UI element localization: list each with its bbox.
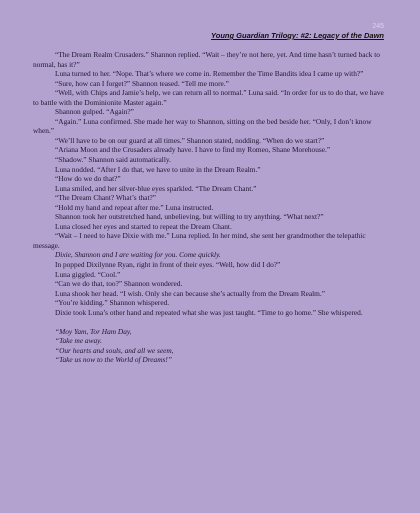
paragraph: In popped Dixilynne Ryan, right in front of their eyes. “Well, how did I do?” <box>55 260 281 270</box>
paragraph: “Shadow.” Shannon said automatically. <box>55 155 171 165</box>
running-header: Young Guardian Trilogy: #2: Legacy of the Dawn <box>211 31 384 40</box>
paragraph: “We’ll have to be on our guard at all times.” Shannon stated, nodding. “When do we start?” <box>55 135 325 145</box>
poem-line: “Take me away. <box>55 336 102 346</box>
dream-chant-poem <box>33 327 385 365</box>
paragraph: Luna turned to her. “Nope. That’s where we come in. Remember the Time Bandits idea I came up with?” <box>55 69 364 79</box>
body-text <box>33 50 385 365</box>
paragraph: “Ariana Moon and the Crusaders already have. I have to find my Romeo, Shane Morehouse.” <box>55 145 331 155</box>
paragraph: “Well, with Chips and Jamie’s help, we can return all to normal.” Luna said. “In order for us to do that, we have to battle with the Dominionite Master again.” <box>33 88 384 107</box>
paragraph: Luna nodded. “After I do that, we have to unite in the Dream Realm.” <box>55 164 261 174</box>
poem-line: “Take us now to the World of Dreams!” <box>55 355 172 365</box>
paragraph: Dixie took Luna’s other hand and repeated what she was just taught. “Time to go home.” She whispered. <box>55 307 363 317</box>
paragraph: Shannon took her outstretched hand, unbelieving, but willing to try anything. “What next?” <box>55 212 324 222</box>
paragraph: “Again.” Luna confirmed. She made her way to Shannon, sitting on the bed beside her. “Only, I don’t know when.” <box>33 116 372 136</box>
poem-line: “Our hearts and souls, and all we seem, <box>55 345 174 355</box>
paragraph: Luna shook her head. “I wish. Only she can because she’s actually from the Dream Realm.” <box>55 288 325 298</box>
paragraph: Luna giggled. “Cool.” <box>55 269 121 279</box>
paragraph: “Can we do that, too?” Shannon wondered. <box>55 279 183 289</box>
telepathic-message: Dixie, Shannon and I are waiting for you. Come quickly. <box>55 250 221 260</box>
paragraph: Luna smiled, and her silver-blue eyes sparkled. “The Dream Chant.” <box>55 183 257 193</box>
poem-line: “Moy Yam, Tor Ham Day, <box>55 326 132 336</box>
paragraph: Shannon gulped. “Again?” <box>55 107 134 117</box>
page-number: 245 <box>372 23 384 30</box>
paragraph: “Hold my hand and repeat after me.” Luna instructed. <box>55 202 214 212</box>
paragraph: “Wait – I need to have Dixie with me.” Luna replied. In her mind, she sent her grandmother the telepathic message. <box>33 231 366 250</box>
paragraph: “How do we do that?” <box>55 174 121 184</box>
paragraph: “You’re kidding.” Shannon whispered. <box>55 298 170 308</box>
paragraph: “The Dream Realm Crusaders.” Shannon replied. “Wait – they’re not here, yet. And time hasn’t turned back to normal, has it?” <box>33 50 380 69</box>
paragraph: “Sure, how can I forget?” Shannon teased. “Tell me more.” <box>55 78 229 88</box>
paragraph: “The Dream Chant? What’s that?” <box>55 193 157 203</box>
paragraph: Luna closed her eyes and started to repeat the Dream Chant. <box>55 221 232 231</box>
